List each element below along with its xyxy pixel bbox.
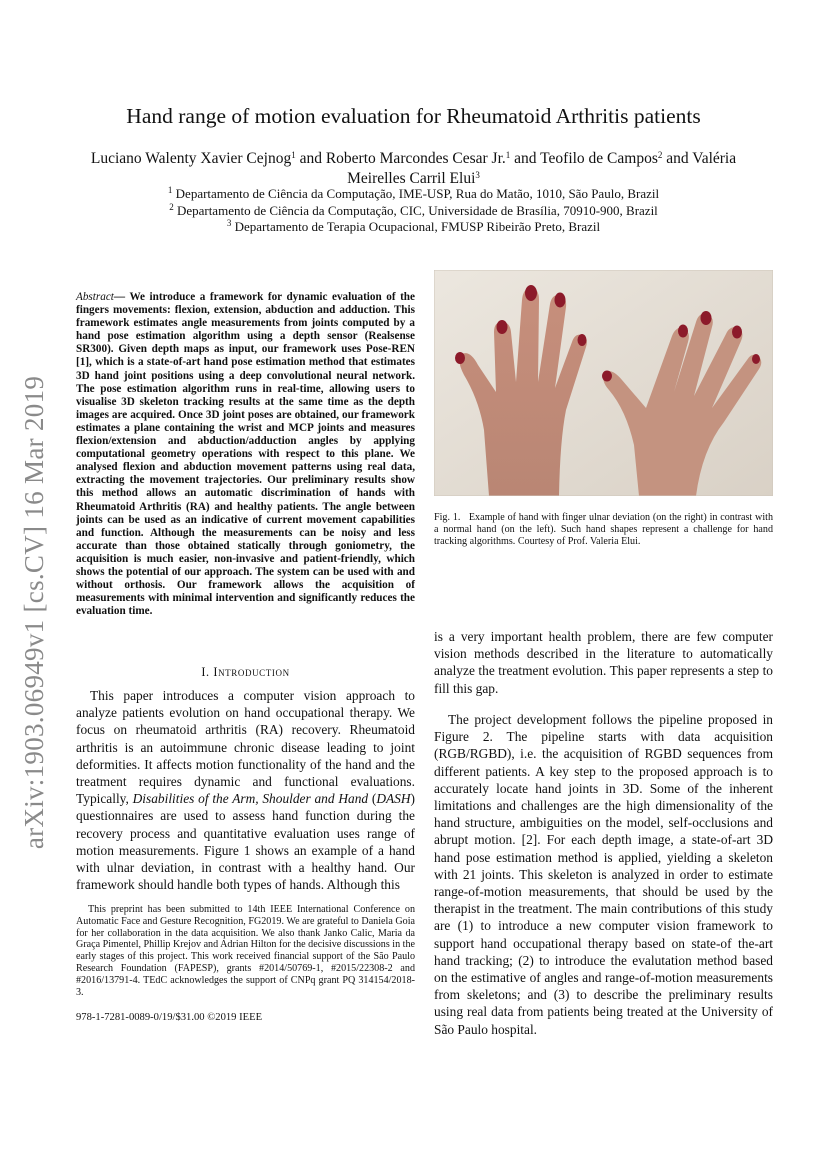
intro-paragraph-1 — [76, 687, 415, 893]
introduction-column-right-continuation — [434, 628, 773, 697]
text-run: This paper introduces a computer vision approach to analyze patients evolution on hand occupational therapy. We focus on rheumatoid arthritis (RA) recovery. Rheumatoid arthritis is an autoimmune chronic disease leading to joint deformities. It affects motion functionality of the hand and the treatment requires dynamic and functional evaluations. Typically, — [76, 688, 415, 807]
paper-title: Hand range of motion evaluation for Rheumatoid Arthritis patients — [126, 104, 701, 128]
affiliation-num: 3 — [226, 218, 232, 228]
author-4-sup: 3 — [475, 170, 480, 180]
affiliation-text: Departamento de Ciência da Computação, IME-USP, Rua do Matão, 1010, São Paulo, Brazil — [175, 186, 660, 201]
affiliation-num: 1 — [167, 185, 173, 195]
hands-illustration — [434, 270, 773, 496]
figure-1-hands-photo — [434, 270, 773, 496]
author-2: Roberto Marcondes Cesar Jr. — [325, 150, 506, 167]
author-sep: and — [662, 150, 693, 167]
author-list — [90, 149, 737, 189]
intro-paragraph-1-cont: is a very important health problem, there are few computer vision methods described in the literature to automatically analyze the treatment evolution. This paper represents a step to fill this gap. — [434, 629, 773, 696]
text-run-italic: Disabilities of the Arm, Shoulder and Hand — [132, 791, 369, 807]
author-sep: and — [295, 150, 326, 167]
arxiv-id-text: arXiv:1903.06949v1 [cs.CV] 16 Mar 2019 — [19, 375, 50, 849]
introduction-column-left — [76, 687, 415, 893]
author-3-sup: 2 — [657, 150, 663, 160]
figure-1-caption — [434, 512, 773, 549]
abstract-dash: — — [113, 291, 130, 303]
text-run: ) questionnaires are used to assess hand function during the recovery process and quantitative evaluation uses range of motion measurements. Figure 1 shows an example of a hand with ulnar deviation, in contrast with a healthy hand. Our framework should handle both types of hands. Although this — [76, 791, 416, 893]
author-1-sup: 1 — [291, 150, 296, 160]
introduction-column-right-paragraph-2 — [434, 711, 773, 1038]
figure-caption-text: Example of hand with finger ulnar deviation (on the right) in contrast with a normal hand (on the left). Such hand shapes represent a challenge for hand tracking algorithms. Courtesy of Prof. Valeria Elui. — [434, 512, 773, 548]
affiliation — [90, 203, 737, 220]
affiliation — [90, 186, 737, 203]
arxiv-identifier — [16, 352, 54, 872]
affiliation-num: 2 — [169, 201, 174, 212]
section-title: Introduction — [213, 665, 290, 679]
section-number: I. — [201, 665, 214, 679]
abstract — [76, 291, 415, 618]
author-4: Valéria Meirelles Carril Elui — [347, 150, 737, 187]
figure-label: Fig. 1. — [434, 512, 461, 523]
text-run: ( — [368, 791, 377, 807]
author-2-sup: 1 — [505, 150, 511, 160]
copyright-line: 978-1-7281-0089-0/19/$31.00 ©2019 IEEE — [76, 1012, 263, 1023]
author-sep: and — [510, 150, 541, 167]
text-run-italic: DASH — [376, 791, 411, 807]
author-3: Teofilo de Campos — [540, 150, 658, 167]
abstract-text: We introduce a framework for dynamic evaluation of the fingers movements: flexion, extension, abduction and adduction. This framework estimates angle measurements from joints computed by a hand pose estimation algorithm using a depth sensor (Realsense SR300). Given depth maps as input, our framework uses Pose-REN [1], which is a state-of-art hand pose estimation method that estimates 3D hand joint positions using a deep convolutional neural network. The pose estimation algorithm runs in real-time, allowing users to visualise 3D skeleton tracking results at the same time as the depth images are acquired. Once 3D joint poses are obtained, our framework estimates a plane containing the wrist and MCP joints and measures flexion/extension and abduction/adduction angles by applying computational geometry operations with respect to this plane. We analysed flexion and abduction movement patterns using real data, extracting the movement trajectories. Our preliminary results show this method allows an automatic discrimination of hands with Rheumatoid Arthritis (RA) and healthy patients. The angle between joints can be used as an indicative of current movement capabilities and function. Although the measurements can be noisy and less accurate than those obtained statically through goniometry, the acquisition is much easier, non-invasive and patient-friendly, which shows the potential of our approach. The system can be used with and without orthosis. Our framework allows the acquisition of measurements with minimal intervention and significantly reduces the evaluation time. — [76, 291, 415, 618]
affiliation-text: Departamento de Terapia Ocupacional, FMUSP Ribeirão Preto, Brazil — [234, 219, 601, 234]
section-heading-introduction — [76, 665, 415, 680]
affiliation — [90, 219, 737, 236]
author-1: Luciano Walenty Xavier Cejnog — [90, 150, 292, 167]
footnote: This preprint has been submitted to 14th IEEE International Conference on Automatic Face and Gesture Recognition, FG2019. We are grateful to Daniela Goia for her collaboration in the data acquisition. We also thank Janko Calic, Maria da Graça Pimentel, Phillip Krejov and Adrian Hilton for the decisive discussions in the early stages of this project. This work received financial support of the São Paulo Research Foundation (FAPESP), grants #2014/50769-1, #2015/22308-2 and #2016/13791-4. TEdC acknowledges the support of CNPq grant PQ 314154/2018-3. — [76, 904, 415, 998]
intro-paragraph-2: The project development follows the pipeline proposed in Figure 2. The pipeline starts with data acquisition (RGB/RGBD), i.e. the acquisition of RGBD sequences from different patients. A key step to the proposed approach is to accurately locate hand joints in 3D. Some of the inherent limitations and challenges are the high dimensionality of the hand structure, ambiguities on the model, self-occlusions and abrupt motion. [2]. For each depth image, a state-of-art 3D hand pose estimation method is applied, yielding a skeleton with 21 joints. This skeleton is analyzed in order to estimate range-of-motion measurements, that should be used by the therapist in the treatment. The main contributions of this study are (1) to introduce a new computer vision framework to support hand occupational therapy based on state-of the-art hand tracking; (2) to introduce the evalutation method based on the estimative of angles and range-of-motion measurements from skeletons; and (3) to describe the preliminary results using real data from patients being treated at the University of São Paulo hospital. — [434, 712, 773, 1037]
affiliation-list — [90, 186, 737, 236]
abstract-lead: Abstract — [76, 291, 114, 303]
affiliation-text: Departamento de Ciência da Computação, CIC, Universidade de Brasília, 70910-900, Brazil — [176, 202, 658, 218]
